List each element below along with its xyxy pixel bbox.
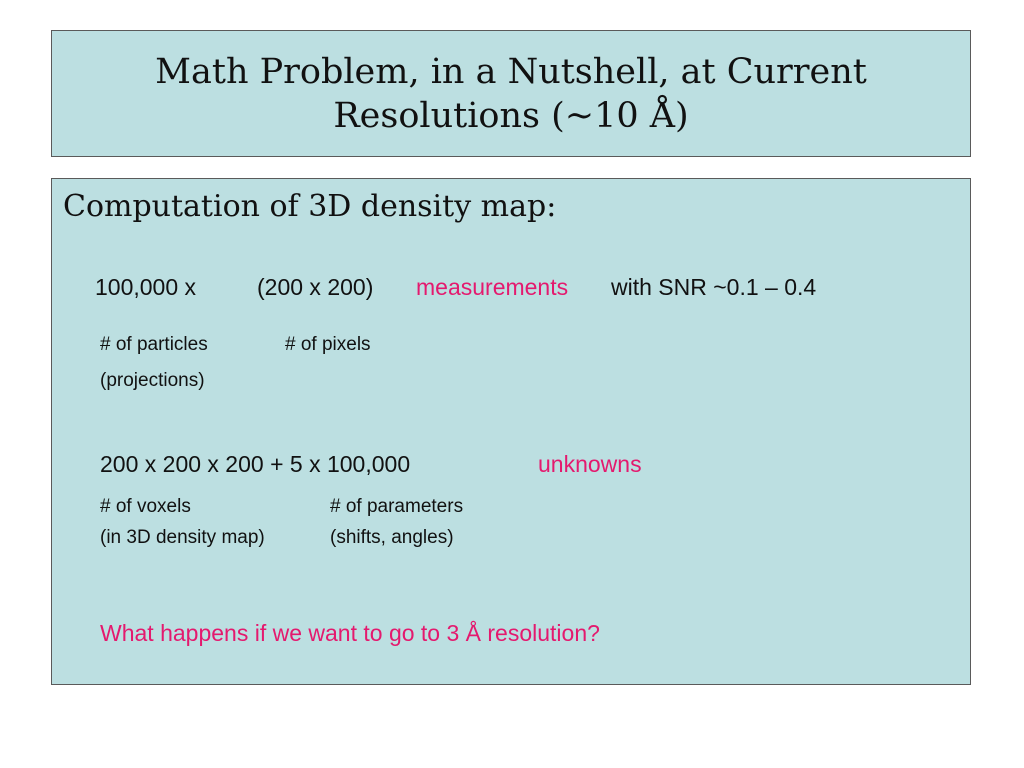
parameters-label: # of parameters	[330, 496, 464, 517]
resolution-question: What happens if we want to go to 3 Å resolution?	[100, 620, 600, 646]
projections-label: (projections)	[100, 370, 205, 391]
unknowns-expression: 200 x 200 x 200 + 5 x 100,000	[100, 451, 411, 477]
parameters-sub-label: (shifts, angles)	[330, 527, 454, 548]
voxels-label: # of voxels	[100, 496, 191, 517]
slide-title-line-2: Resolutions (~10 Å)	[333, 95, 689, 136]
unknowns-highlight: unknowns	[538, 451, 642, 477]
measurements-highlight: measurements	[416, 274, 569, 300]
content-panel	[51, 178, 971, 685]
content-heading: Computation of 3D density map:	[63, 189, 557, 224]
snr-text: with SNR ~0.1 – 0.4	[611, 274, 817, 300]
particle-count: 100,000 x	[95, 274, 197, 300]
title-panel	[51, 30, 971, 157]
voxels-sub-label: (in 3D density map)	[100, 527, 265, 548]
particles-label: # of particles	[100, 334, 208, 355]
pixel-dimensions: (200 x 200)	[257, 274, 374, 300]
slide-title-line-1: Math Problem, in a Nutshell, at Current	[155, 51, 867, 92]
pixels-label: # of pixels	[285, 334, 371, 355]
